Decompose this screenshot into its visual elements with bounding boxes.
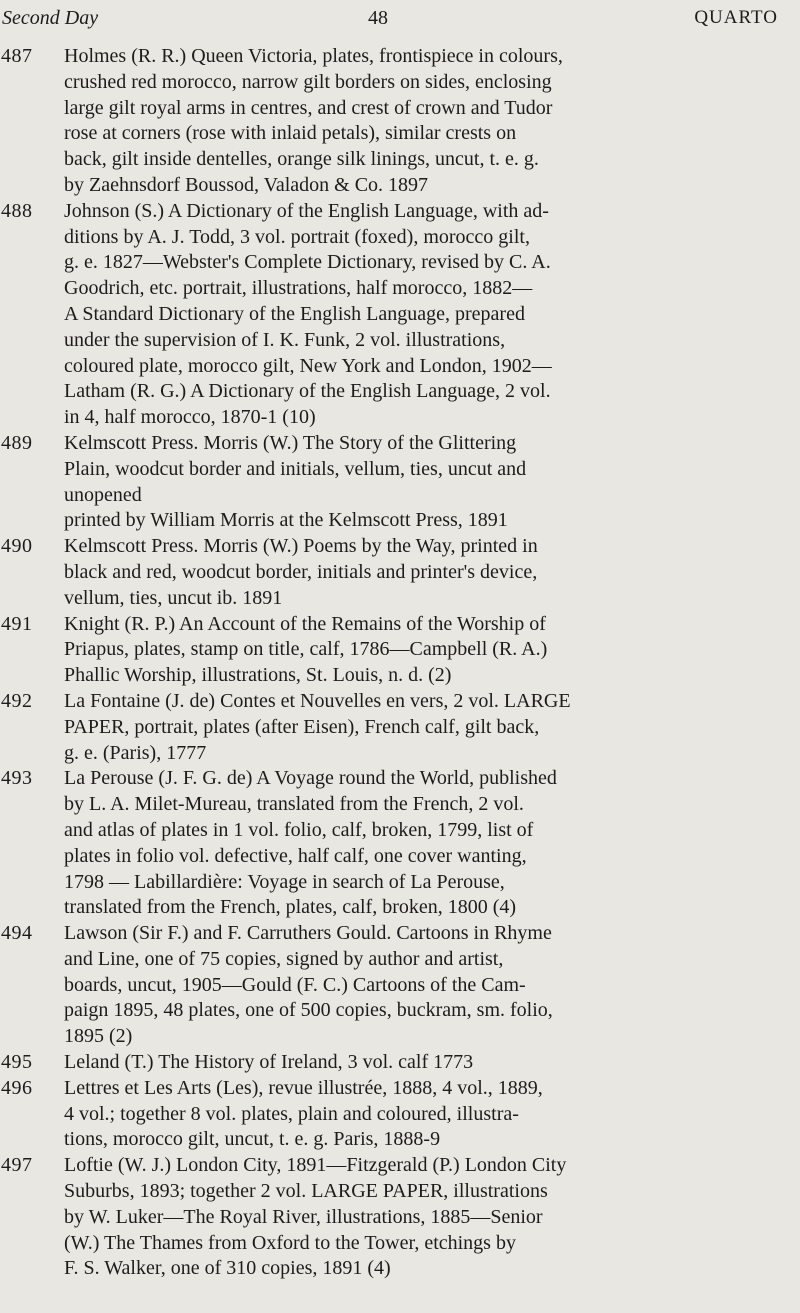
- lot-entry: [0, 199, 790, 431]
- description-line: unopened: [64, 483, 142, 506]
- description-line: by L. A. Milet-Mureau, translated from the French, 2 vol.: [64, 793, 524, 816]
- description-line: rose at corners (rose with inlaid petals), similar crests on: [64, 122, 517, 145]
- description-line: La Fontaine (J. de) Contes et Nouvelles en vers, 2 vol. LARGE: [64, 689, 571, 712]
- page-number: 48: [368, 7, 388, 29]
- lot-description: [64, 921, 790, 1050]
- description-line: vellum, ties, uncut ib. 1891: [64, 586, 283, 609]
- description-line: Suburbs, 1893; together 2 vol. LARGE PAPER, illustrations: [64, 1180, 548, 1203]
- description-line: La Perouse (J. F. G. de) A Voyage round the World, published: [64, 767, 557, 790]
- description-line: plates in folio vol. defective, half calf, one cover wanting,: [64, 844, 527, 867]
- description-line: Knight (R. P.) An Account of the Remains of the Worship of: [64, 612, 546, 635]
- lot-entry: [0, 534, 790, 611]
- description-line: Lettres et Les Arts (Les), revue illustrée, 1888, 4 vol., 1889,: [64, 1076, 543, 1099]
- description-line: Plain, woodcut border and initials, vellum, ties, uncut and: [64, 457, 527, 480]
- description-line: by W. Luker—The Royal River, illustrations, 1885—Senior: [64, 1205, 543, 1228]
- lot-number: 495: [1, 1051, 33, 1074]
- description-line: translated from the French, plates, calf, broken, 1800 (4): [64, 896, 517, 919]
- lot-number: 491: [1, 612, 33, 635]
- description-line: in 4, half morocco, 1870-1 (10): [64, 406, 316, 429]
- description-line: A Standard Dictionary of the English Language, prepared: [64, 302, 525, 325]
- description-line: PAPER, portrait, plates (after Eisen), French calf, gilt back,: [64, 715, 540, 738]
- description-line: 1798 — Labillardière: Voyage in search of La Perouse,: [64, 870, 505, 893]
- lot-description: [64, 44, 790, 199]
- description-line: Holmes (R. R.) Queen Victoria, plates, frontispiece in colours,: [64, 45, 563, 67]
- lot-list: [0, 44, 790, 1282]
- lot-description: [64, 1050, 790, 1076]
- description-line: boards, uncut, 1905—Gould (F. C.) Cartoons of the Cam-: [64, 973, 526, 996]
- lot-number: 487: [1, 45, 33, 67]
- lot-description: [64, 766, 790, 921]
- lot-description: [64, 199, 790, 431]
- description-line: and atlas of plates in 1 vol. folio, calf, broken, 1799, list of: [64, 818, 534, 841]
- description-line: under the supervision of I. K. Funk, 2 vol. illustrations,: [64, 328, 506, 351]
- description-line: g. e. 1827—Webster's Complete Dictionary, revised by C. A.: [64, 251, 551, 274]
- lot-number: 490: [1, 535, 33, 558]
- description-line: g. e. (Paris), 1777: [64, 741, 207, 764]
- description-line: F. S. Walker, one of 310 copies, 1891 (4): [64, 1257, 391, 1280]
- lot-number: 496: [1, 1076, 33, 1099]
- header-format: QUARTO: [694, 7, 778, 28]
- lot-description: [64, 689, 790, 766]
- description-line: printed by William Morris at the Kelmscott Press, 1891: [64, 509, 508, 532]
- lot-entry: [0, 921, 790, 1050]
- lot-entry: [0, 1153, 790, 1282]
- header-section-title: Second Day: [2, 7, 99, 29]
- description-line: paign 1895, 48 plates, one of 500 copies, buckram, sm. folio,: [64, 999, 553, 1022]
- description-line: Kelmscott Press. Morris (W.) The Story of the Glittering: [64, 431, 517, 454]
- lot-description: [64, 1153, 790, 1282]
- description-line: Kelmscott Press. Morris (W.) Poems by the Way, printed in: [64, 535, 538, 558]
- description-line: 4 vol.; together 8 vol. plates, plain and coloured, illustra-: [64, 1102, 519, 1125]
- description-line: Lawson (Sir F.) and F. Carruthers Gould. Cartoons in Rhyme: [64, 922, 552, 945]
- description-line: Leland (T.) The History of Ireland, 3 vol. calf 1773: [64, 1051, 474, 1074]
- description-line: (W.) The Thames from Oxford to the Tower, etchings by: [64, 1231, 516, 1254]
- description-line: ditions by A. J. Todd, 3 vol. portrait (foxed), morocco gilt,: [64, 225, 530, 248]
- description-line: crushed red morocco, narrow gilt borders on sides, enclosing: [64, 70, 552, 93]
- description-line: Latham (R. G.) A Dictionary of the English Language, 2 vol.: [64, 380, 551, 403]
- lot-number: 489: [1, 431, 33, 454]
- description-line: tions, morocco gilt, uncut, t. e. g. Paris, 1888-9: [64, 1128, 441, 1151]
- description-line: Phallic Worship, illustrations, St. Louis, n. d. (2): [64, 664, 452, 687]
- lot-number: 494: [1, 922, 33, 945]
- lot-description: [64, 431, 790, 534]
- description-line: Loftie (W. J.) London City, 1891—Fitzgerald (P.) London City: [64, 1154, 567, 1177]
- description-line: large gilt royal arms in centres, and crest of crown and Tudor: [64, 96, 553, 119]
- lot-description: [64, 534, 790, 611]
- lot-number: 492: [1, 689, 33, 712]
- lot-number: 497: [1, 1154, 33, 1177]
- lot-description: [64, 1076, 790, 1153]
- description-line: 1895 (2): [64, 1025, 133, 1048]
- description-line: black and red, woodcut border, initials and printer's device,: [64, 560, 538, 583]
- description-line: and Line, one of 75 copies, signed by author and artist,: [64, 947, 504, 970]
- lot-number: 488: [1, 199, 33, 222]
- description-line: Priapus, plates, stamp on title, calf, 1786—Campbell (R. A.): [64, 638, 548, 661]
- lot-description: [64, 612, 790, 689]
- description-line: Johnson (S.) A Dictionary of the English Language, with ad-: [64, 199, 549, 222]
- lot-entry: [0, 612, 790, 689]
- lot-entry: [0, 44, 790, 199]
- lot-entry: [0, 1050, 790, 1076]
- lot-entry: [0, 766, 790, 921]
- description-line: coloured plate, morocco gilt, New York and London, 1902—: [64, 354, 552, 377]
- description-line: by Zaehnsdorf Boussod, Valadon & Co. 1897: [64, 173, 429, 196]
- lot-entry: [0, 431, 790, 534]
- description-line: back, gilt inside dentelles, orange silk linings, uncut, t. e. g.: [64, 148, 539, 171]
- lot-entry: [0, 689, 790, 766]
- lot-entry: [0, 1076, 790, 1153]
- page-header: [0, 4, 788, 34]
- lot-number: 493: [1, 767, 33, 790]
- description-line: Goodrich, etc. portrait, illustrations, half morocco, 1882—: [64, 277, 533, 300]
